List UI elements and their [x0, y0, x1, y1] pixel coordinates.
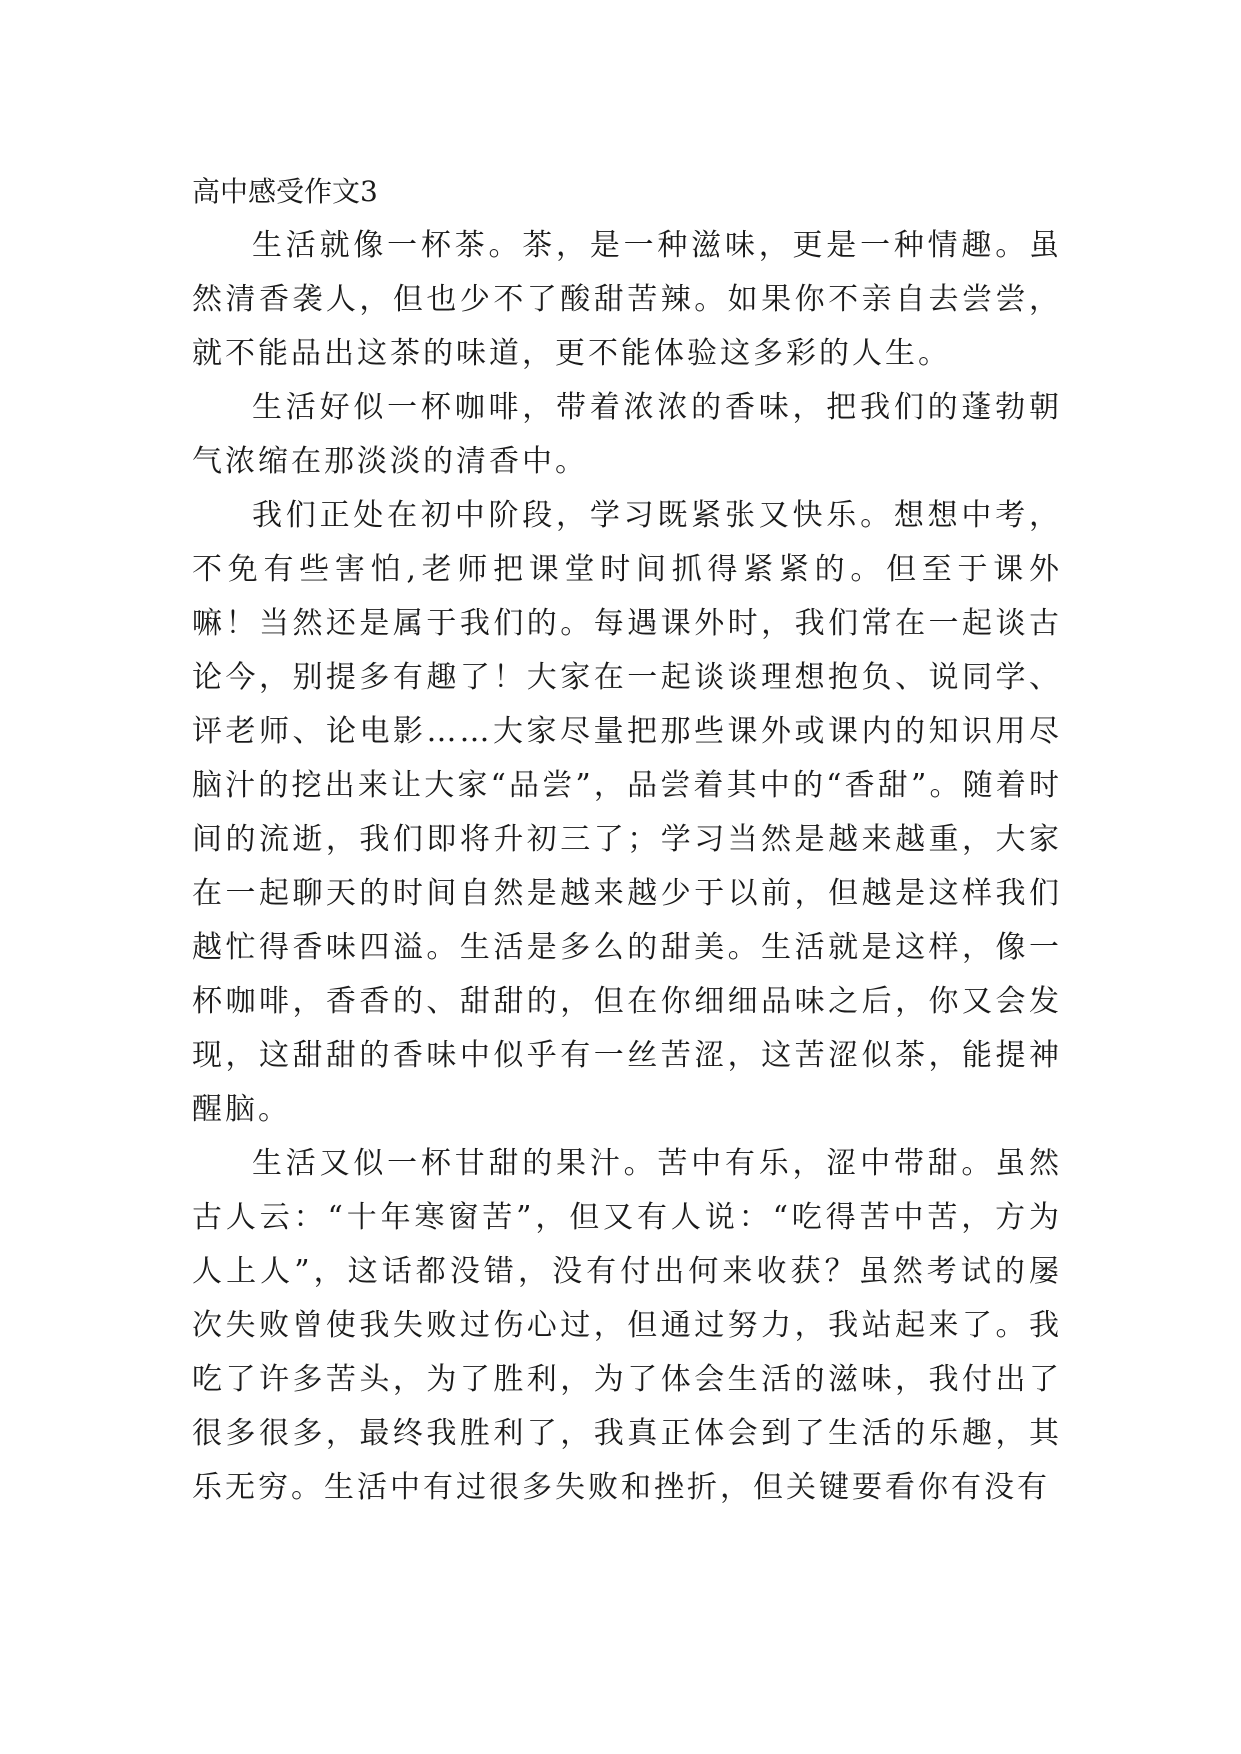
paragraph-juice: 生活又似一杯甘甜的果汁。苦中有乐，涩中带甜。虽然古人云：“十年寒窗苦”，但又有人说：“吃得苦中苦，方为人上人”，这话都没错，没有付出何来收获？虽然考试的屡次失败曾使我失败过伤心过，但通过努力，我站起来了。我吃了许多苦头，为了胜利，为了体会生活的滋味，我付出了很多很多，最终我胜利了，我真正体会到了生活的乐趣，其乐无穷。生活中有过很多失败和挫折，但关键要看你有没有	[192, 1146, 1062, 1505]
paragraph-school-life: 我们正处在初中阶段，学习既紧张又快乐。想想中考，不免有些害怕,老师把课堂时间抓得紧紧的。但至于课外嘛！当然还是属于我们的。每遇课外时，我们常在一起谈古论今，别提多有趣了！大家在一起谈谈理想抱负、说同学、评老师、论电影……大家尽量把那些课外或课内的知识用尽脑汁的挖出来让大家“品尝”，品尝着其中的“香甜”。随着时间的流逝，我们即将升初三了；学习当然是越来越重，大家在一起聊天的时间自然是越来越少于以前，但越是这样我们越忙得香味四溢。生活是多么的甜美。生活就是这样，像一杯咖啡，香香的、甜甜的，但在你细细品味之后，你又会发现，这甜甜的香味中似乎有一丝苦涩，这苦涩似茶，能提神醒脑。	[192, 498, 1062, 1127]
document-title: 高中感受作文3	[192, 175, 378, 208]
paragraph-coffee: 生活好似一杯咖啡，带着浓浓的香味，把我们的蓬勃朝气浓缩在那淡淡的清香中。	[192, 390, 1062, 479]
document-body	[192, 165, 1062, 1515]
paragraph-tea: 生活就像一杯茶。茶，是一种滋味，更是一种情趣。虽然清香袭人，但也少不了酸甜苦辣。如果你不亲自去尝尝，就不能品出这茶的味道，更不能体验这多彩的人生。	[192, 228, 1062, 371]
